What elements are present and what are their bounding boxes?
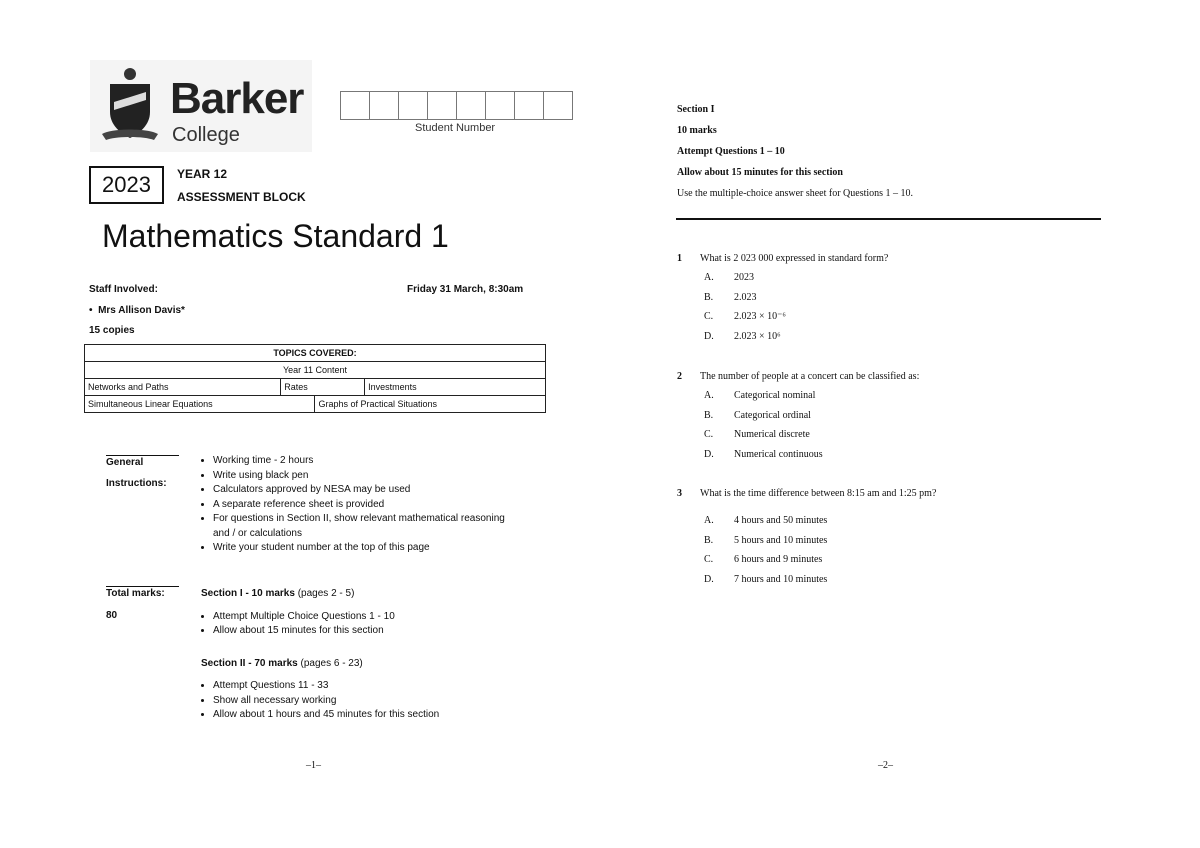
header-line: Section I <box>677 104 715 115</box>
option[interactable] <box>704 531 1097 551</box>
section1-pages: (pages 2 - 5) <box>297 588 355 599</box>
crest-icon <box>102 66 158 142</box>
exam-date: Friday 31 March, 8:30am <box>407 284 524 295</box>
topic-cell: Networks and Paths <box>85 379 281 396</box>
option[interactable] <box>704 406 1097 426</box>
barker-college-logo <box>90 60 312 152</box>
option-letter: C. <box>704 311 714 322</box>
option-text: 7 hours and 10 minutes <box>734 573 828 585</box>
instruction: • For questions in Section II, show relevant mathematical reasoning and / or calculations <box>213 512 521 541</box>
question-3 <box>677 485 1097 589</box>
section2-pages: (pages 6 - 23) <box>300 657 363 669</box>
option-letter: A. <box>704 272 714 283</box>
staff-item: • Mrs Allison Davis* <box>89 305 185 316</box>
header-line: Allow about 15 minutes for this section <box>677 167 843 178</box>
student-number-boxes[interactable] <box>341 91 573 120</box>
option-letter: B. <box>704 409 714 421</box>
sections-info <box>201 587 541 723</box>
topic-cell: Simultaneous Linear Equations <box>85 396 315 413</box>
topic-cell: Rates <box>281 379 365 396</box>
option[interactable] <box>704 327 1097 347</box>
question-2 <box>677 368 1097 464</box>
question-number: 3 <box>677 488 682 499</box>
option-text: Numerical continuous <box>734 448 823 460</box>
option[interactable] <box>704 386 1097 406</box>
option-letter: A. <box>704 515 714 526</box>
header-line: Attempt Questions 1 – 10 <box>677 146 785 157</box>
option-text: 2.023 <box>734 291 757 303</box>
section2-item: • Allow about 1 hours and 45 minutes for this section <box>213 708 541 723</box>
student-number-label: Student Number <box>415 122 496 134</box>
section1-title: Section I - 10 marks <box>201 588 295 599</box>
option-text: Categorical ordinal <box>734 409 811 421</box>
option[interactable] <box>704 445 1097 465</box>
logo-sub: College <box>172 124 240 146</box>
question-number: 2 <box>677 371 682 382</box>
general-label <box>106 455 179 498</box>
option-text: 6 hours and 9 minutes <box>734 554 823 565</box>
option-letter: B. <box>704 534 714 546</box>
option-letter: A. <box>704 390 714 401</box>
question-text: What is the time difference between 8:15 am and 1:25 pm? <box>700 488 937 499</box>
instruction: • Calculators approved by NESA may be used <box>213 483 521 498</box>
copies: 15 copies <box>89 325 135 336</box>
general-text: General <box>106 457 144 468</box>
question-1 <box>677 250 1097 346</box>
topic-cell: Investments <box>365 379 546 396</box>
section1-header <box>677 99 913 204</box>
option-text: 2.023 × 10⁻⁶ <box>734 311 786 322</box>
instructions-list <box>201 454 521 556</box>
answer-sheet-note: Use the multiple-choice answer sheet for Questions 1 – 10. <box>677 188 914 199</box>
header-line: 10 marks <box>677 125 717 136</box>
option-text: 5 hours and 10 minutes <box>734 534 828 546</box>
topics-header: TOPICS COVERED: <box>85 345 546 362</box>
section1-item: • Allow about 15 minutes for this section <box>213 624 541 639</box>
year-box: 2023 <box>89 166 164 204</box>
section2-item: • Attempt Questions 11 - 33 <box>213 679 541 694</box>
total-marks-label <box>106 586 179 631</box>
staff-name: Mrs Allison Davis* <box>98 305 185 316</box>
option-letter: C. <box>704 554 714 565</box>
logo-name: Barker <box>170 74 304 123</box>
page-title: Mathematics Standard 1 <box>102 218 449 254</box>
option-letter: D. <box>704 330 714 342</box>
divider <box>676 218 1101 220</box>
option-letter: B. <box>704 291 714 303</box>
option-letter: D. <box>704 448 714 460</box>
year-level: YEAR 12 <box>177 167 228 181</box>
option-text: 4 hours and 50 minutes <box>734 515 828 526</box>
total-label-text: Total marks: <box>106 588 165 599</box>
question-text: What is 2 023 000 expressed in standard form? <box>700 253 889 264</box>
staff-label: Staff Involved: <box>89 284 158 295</box>
instruction: • Write your student number at the top of this page <box>213 541 521 556</box>
option[interactable] <box>704 307 1097 327</box>
instruction: • A separate reference sheet is provided <box>213 498 521 513</box>
instruction: • Working time - 2 hours <box>213 454 521 469</box>
topics-sub: Year 11 Content <box>85 362 546 379</box>
option[interactable] <box>704 511 1097 531</box>
total-marks: 80 <box>106 610 118 621</box>
topics-table <box>84 344 546 413</box>
option-text: 2.023 × 10⁶ <box>734 330 781 342</box>
instructions-text: Instructions: <box>106 478 167 489</box>
option-letter: D. <box>704 573 714 585</box>
option-letter: C. <box>704 429 714 440</box>
question-number: 1 <box>677 253 682 264</box>
assessment-block: ASSESSMENT BLOCK <box>177 190 306 204</box>
option[interactable] <box>704 550 1097 570</box>
option[interactable] <box>704 425 1097 445</box>
topic-cell: Graphs of Practical Situations <box>315 396 546 413</box>
question-text: The number of people at a concert can be classified as: <box>700 371 920 382</box>
option[interactable] <box>704 268 1097 288</box>
option[interactable] <box>704 570 1097 590</box>
page-number-1: –1– <box>306 760 321 771</box>
instruction: • Write using black pen <box>213 469 521 484</box>
page-number-2: –2– <box>878 760 893 771</box>
section1-item: • Attempt Multiple Choice Questions 1 - 10 <box>213 610 541 625</box>
section2-title: Section II - 70 marks <box>201 657 298 669</box>
option[interactable] <box>704 288 1097 308</box>
option-text: Categorical nominal <box>734 390 816 401</box>
option-text: 2023 <box>734 272 754 283</box>
option-text: Numerical discrete <box>734 429 810 440</box>
section2-item: • Show all necessary working <box>213 694 541 709</box>
